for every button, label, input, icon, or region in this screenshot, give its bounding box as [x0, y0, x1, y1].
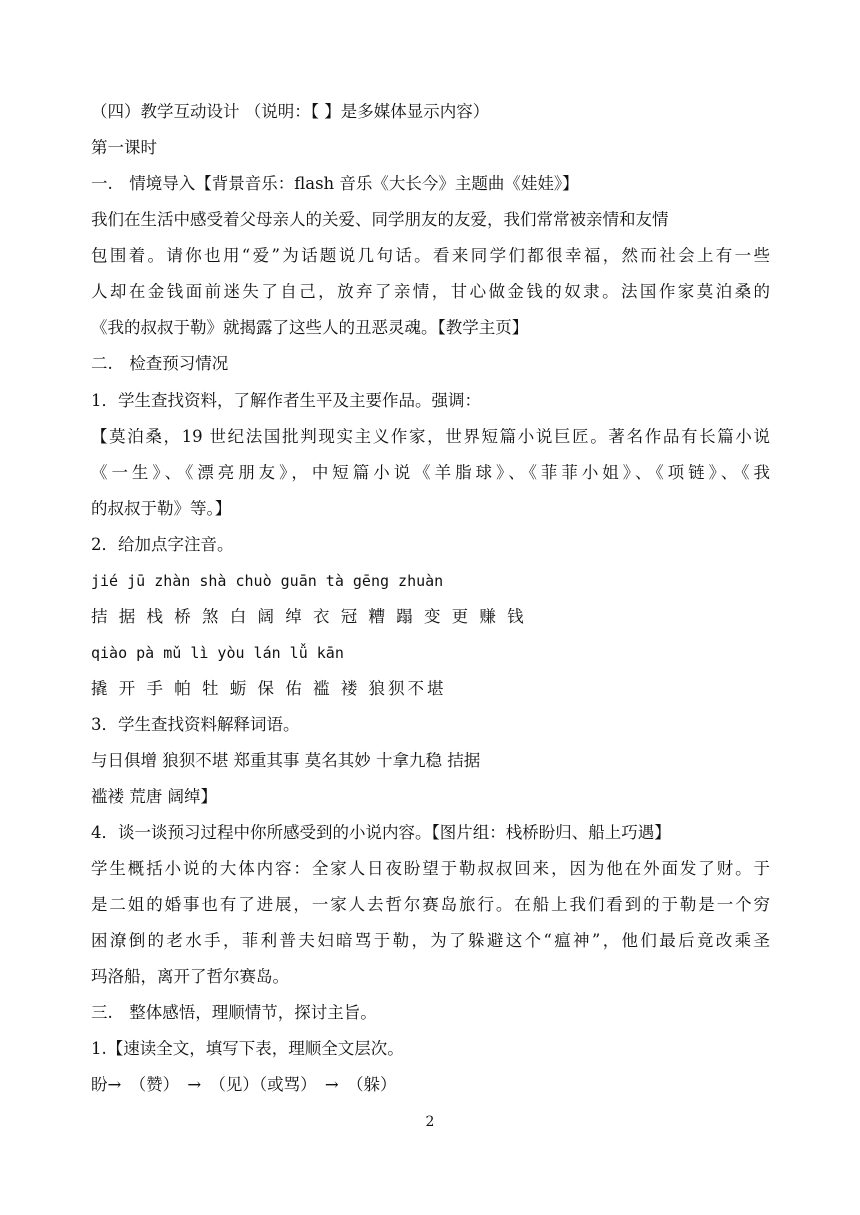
vocabulary-line: 褴褛 荒唐 阔绰】 — [91, 787, 217, 806]
character-line: 撬 开 手 帕 牡 蛎 保 佑 褴 褛 狼狈不堪 — [91, 679, 447, 698]
lesson-heading: 第一课时 — [91, 138, 157, 157]
list-item: 3．学生查找资料解释词语。 — [91, 715, 300, 734]
paragraph-line: 人却在金钱面前迷失了自己，放弃了亲情，甘心做金钱的奴隶。法国作家莫泊桑的 — [91, 282, 770, 301]
paragraph-line: 《我的叔叔于勒》就揭露了这些人的丑恶灵魂。【教学主页】 — [91, 318, 529, 337]
page-number: 2 — [425, 1114, 435, 1130]
paragraph-line: 学生概括小说的大体内容：全家人日夜盼望于勒叔叔回来，因为他在外面发了财。于 — [91, 859, 770, 878]
character-line: 拮 据 栈 桥 煞 白 阔 绰 衣 冠 糟 蹋 变 更 赚 钱 — [91, 607, 527, 626]
section-heading-interaction-design: （四）教学互动设计 （说明：【 】是多媒体显示内容） — [91, 102, 490, 121]
plot-flow-line: 盼→ （赞） → （见）（或骂） → （躲） — [91, 1075, 397, 1094]
list-item: 4．谈一谈预习过程中你所感受到的小说内容。【图片组：栈桥盼归、船上巧遇】 — [91, 823, 671, 842]
paragraph-line: 包围着。请你也用“爱”为话题说几句话。看来同学们都很幸福，然而社会上有一些 — [91, 246, 770, 265]
list-item: 1.【速读全文，填写下表，理顺全文层次。 — [91, 1039, 404, 1058]
step-heading-overview: 三. 整体感悟，理顺情节，探讨主旨。 — [91, 1003, 377, 1022]
paragraph-line: 玛洛船，离开了哲尔赛岛。 — [91, 967, 289, 986]
paragraph-line: 《一生》、《漂亮朋友》，中短篇小说《羊脂球》、《菲菲小姐》、《项链》、《我 — [91, 463, 770, 482]
step-heading-intro: 一. 情境导入【背景音乐：flash 音乐《大长今》主题曲《娃娃》】 — [91, 174, 579, 193]
paragraph-line: 的叔叔于勒》等。】 — [91, 499, 232, 518]
pinyin-line: jié jū zhàn shà chuò guān tà gēng zhuàn — [91, 572, 444, 590]
step-heading-preview: 二. 检查预习情况 — [91, 354, 229, 373]
paragraph-line: 我们在生活中感受着父母亲人的关爱、同学朋友的友爱，我们常常被亲情和友情 — [91, 210, 669, 229]
list-item: 2．给加点字注音。 — [91, 535, 234, 554]
pinyin-line: qiào pà mǔ lì yòu lán lǚ kān — [91, 644, 344, 662]
paragraph-line: 是二姐的婚事也有了进展，一家人去哲尔赛岛旅行。在船上我们看到的于勒是一个穷 — [91, 895, 770, 914]
vocabulary-line: 与日俱增 狼狈不堪 郑重其事 莫名其妙 十拿九稳 拮据 — [91, 751, 481, 770]
paragraph-line: 困潦倒的老水手，菲利普夫妇暗骂于勒，为了躲避这个“瘟神”，他们最后竟改乘圣 — [91, 931, 770, 950]
paragraph-line: 【莫泊桑，19 世纪法国批判现实主义作家，世界短篇小说巨匠。著名作品有长篇小说 — [91, 427, 770, 446]
list-item: 1．学生查找资料，了解作者生平及主要作品。强调： — [91, 391, 481, 410]
